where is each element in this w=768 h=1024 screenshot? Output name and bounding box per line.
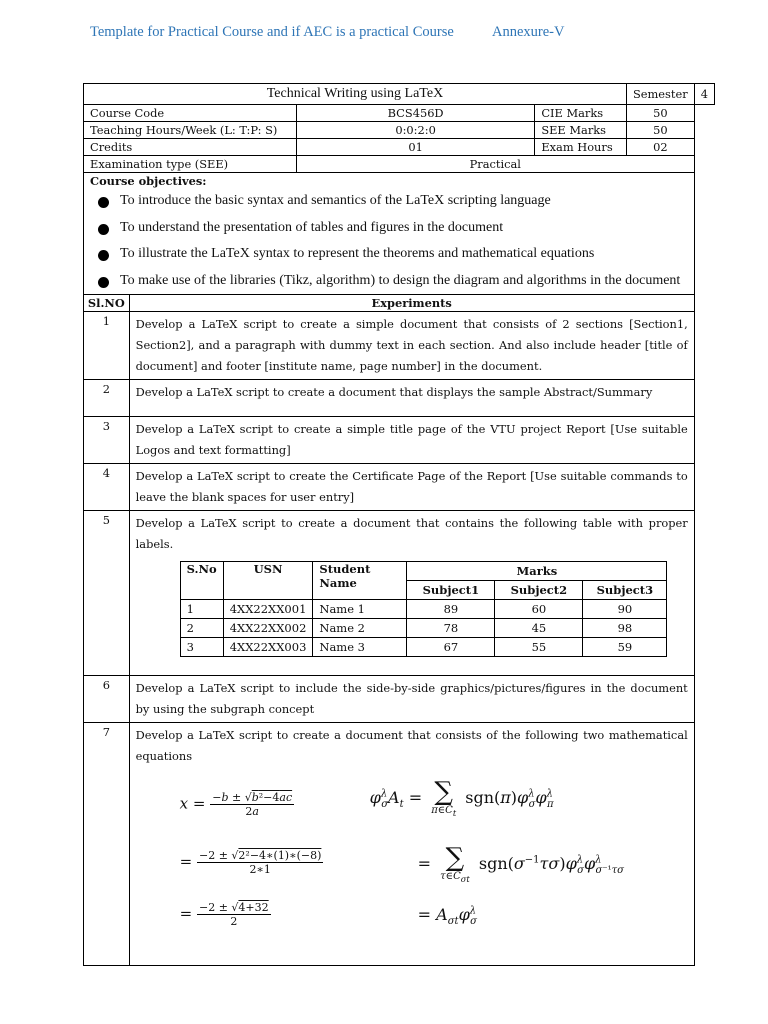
hours-label: Teaching Hours/Week (L: T:P: S)	[84, 122, 297, 139]
cell-s3: 90	[583, 600, 667, 619]
page-header	[90, 24, 565, 41]
sum-eq-line-1: $\varphi^\lambda_\sigma A_t$ = ∑ $\pi\in C_t$ $sgn(\pi)\varphi^\lambda_\sigma\varphi^\lambda_\pi$	[369, 777, 554, 818]
th-subject1: Subject1	[407, 581, 495, 600]
objective-item: To illustrate the LaTeX syntax to represent the theorems and mathematical equations	[94, 241, 694, 268]
exp-text: Develop a LaTeX script to create a document that displays the sample Abstract/Summary	[129, 380, 694, 417]
exp-no: 4	[84, 464, 130, 511]
template-title: Template for Practical Course and if AEC is a practical Course	[90, 24, 454, 40]
marks-table	[180, 561, 668, 657]
th-marks: Marks	[407, 562, 667, 581]
cell-s1: 67	[407, 638, 495, 657]
cell-s2: 60	[495, 600, 583, 619]
th-usn: USN	[223, 562, 313, 600]
credits-value: 01	[296, 139, 534, 156]
quadratic-eq-line-1: x = $\frac{\text{−b ± √b²−4ac}}{2a}$	[179, 791, 293, 818]
cell-s1: 89	[407, 600, 495, 619]
exp-no: 5	[84, 511, 130, 676]
th-sno: S.No	[180, 562, 223, 600]
col-slno: Sl.NO	[84, 295, 130, 312]
hours-value: 0:0:2:0	[296, 122, 534, 139]
cell-s2: 45	[495, 619, 583, 638]
th-subject2: Subject2	[495, 581, 583, 600]
cell-name: Name 1	[313, 600, 407, 619]
course-table	[83, 83, 715, 966]
equations-figure	[130, 769, 694, 965]
semester-value: 4	[694, 84, 714, 105]
see-value: 50	[626, 122, 694, 139]
exp-no: 2	[84, 380, 130, 417]
semester-label: Semester	[626, 84, 694, 105]
credits-label: Credits	[84, 139, 297, 156]
exp-no: 6	[84, 676, 130, 723]
exp-no: 3	[84, 417, 130, 464]
annexure-label: Annexure-V	[492, 24, 565, 40]
exp-text: Develop a LaTeX script to include the side-by-side graphics/pictures/figures in the document by using the subgraph concept	[129, 676, 694, 723]
col-experiments: Experiments	[129, 295, 694, 312]
cie-label: CIE Marks	[535, 105, 627, 122]
quadratic-eq-line-3: = $\frac{-2 \pm √4+32}{2}$	[179, 901, 269, 928]
exp-cell	[129, 723, 694, 966]
cie-value: 50	[626, 105, 694, 122]
cell-s2: 55	[495, 638, 583, 657]
course-code-label: Course Code	[84, 105, 297, 122]
table-row	[180, 619, 667, 638]
cell-s3: 59	[583, 638, 667, 657]
cell-s1: 78	[407, 619, 495, 638]
sum-eq-line-3: = $A_{\sigma t}\varphi^\lambda_\sigma$	[417, 905, 477, 928]
exp-text: Develop a LaTeX script to create a simple title page of the VTU project Report [Use suitable Logos and text formatting]	[129, 417, 694, 464]
see-label: SEE Marks	[535, 122, 627, 139]
cell-s3: 98	[583, 619, 667, 638]
objective-item: To understand the presentation of tables and figures in the document	[94, 215, 694, 242]
exp-text: Develop a LaTeX script to create a simple document that consists of 2 sections [Section1, Section2], and a paragraph with dummy text in each section. And also include header [title of document] and footer [institute name, page number] in the document.	[129, 312, 694, 380]
cell-sno: 3	[180, 638, 223, 657]
exp-text: Develop a LaTeX script to create the Certificate Page of the Report [Use suitable commands to leave the blank spaces for user entry]	[129, 464, 694, 511]
exp-text: Develop a LaTeX script to create a document that contains the following table with proper labels.	[135, 516, 688, 551]
objective-item: To make use of the libraries (Tikz, algorithm) to design the diagram and algorithms in the document	[94, 268, 694, 295]
cell-usn: 4XX22XX002	[223, 619, 313, 638]
cell-name: Name 3	[313, 638, 407, 657]
cell-sno: 1	[180, 600, 223, 619]
objectives-section	[84, 173, 695, 295]
cell-usn: 4XX22XX001	[223, 600, 313, 619]
exam-type-label: Examination type (SEE)	[84, 156, 297, 173]
exp-no: 7	[84, 723, 130, 966]
exp-no: 1	[84, 312, 130, 380]
th-subject3: Subject3	[583, 581, 667, 600]
cell-sno: 2	[180, 619, 223, 638]
cell-usn: 4XX22XX003	[223, 638, 313, 657]
exam-hours-label: Exam Hours	[535, 139, 627, 156]
exam-hours-value: 02	[626, 139, 694, 156]
exam-type-value: Practical	[296, 156, 694, 173]
quadratic-eq-line-2: = $\frac{\text{−2 ± √2²−4∗(1)∗(−8)}}{2∗1}$	[179, 849, 322, 876]
table-row	[180, 600, 667, 619]
course-code-value: BCS456D	[296, 105, 534, 122]
objective-item: To introduce the basic syntax and semantics of the LaTeX scripting language	[94, 188, 694, 215]
course-title: Technical Writing using LaTeX	[84, 84, 627, 105]
th-student-name: Student Name	[313, 562, 407, 600]
cell-name: Name 2	[313, 619, 407, 638]
exp-cell	[129, 511, 694, 676]
exp-text: Develop a LaTeX script to create a document that consists of the following two mathematical equations	[135, 728, 688, 763]
sum-eq-line-2: = ∑ $\tau\in C_{\sigma t}$ $sgn(\sigma^{-1}\tau\sigma)\varphi^\lambda_\sigma\varphi^\lambda_{\sigma^{-1}\tau\sigma}$	[417, 843, 624, 884]
table-row	[180, 638, 667, 657]
objectives-list	[84, 188, 694, 294]
objectives-heading: Course objectives:	[90, 174, 207, 188]
